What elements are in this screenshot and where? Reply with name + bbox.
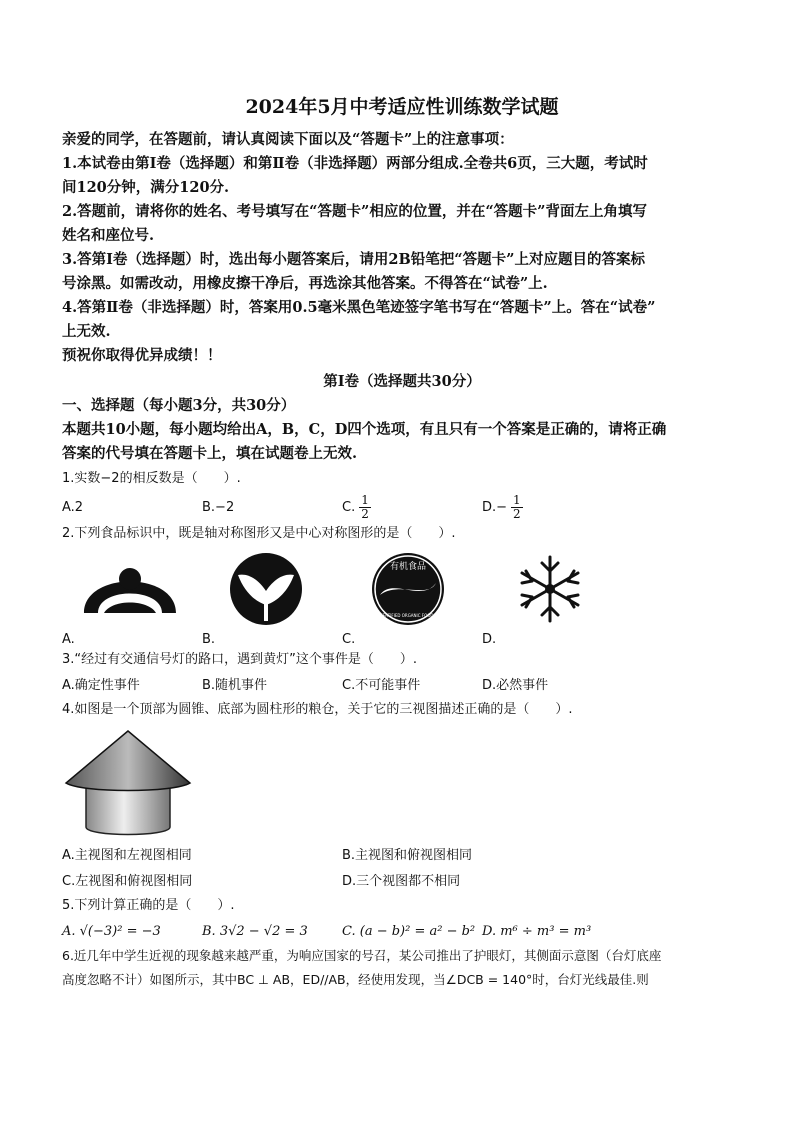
fraction-denominator: 2: [361, 507, 369, 521]
option-c-prefix: C.: [342, 499, 356, 515]
option-c[interactable]: C. (a − b)² = a² − b²: [342, 924, 476, 939]
option-a[interactable]: [62, 551, 202, 647]
option-b[interactable]: B.主视图和俯视图相同: [342, 848, 473, 863]
snowflake-icon: [498, 551, 602, 631]
instruction-line: 姓名和座位号.: [62, 227, 155, 244]
question-4-options-row-1: [62, 845, 742, 867]
part-desc-line: 本题共10小题，每小题均给出A，B，C，D四个选项，有且只有一个答案是正确的，请将正确: [62, 421, 667, 438]
granary-figure: [62, 727, 742, 841]
option-b[interactable]: B.−2: [202, 499, 235, 515]
instruction-line: 号涂黑。如需改动，用橡皮擦干净后，再选涂其他答案。不得答在“试卷”上.: [62, 275, 548, 292]
section-title: 第Ⅰ卷（选择题共30分）: [323, 373, 481, 390]
instructions: [62, 128, 742, 368]
question-5-stem: 5.下列计算正确的是（ ）.: [62, 898, 235, 913]
option-d[interactable]: D. m⁶ ÷ m³ = m³: [482, 924, 592, 939]
logo-c-top-text: 有机食品: [389, 562, 427, 572]
instruction-line: 3.答第Ⅰ卷（选择题）时，选出每小题答案后，请用2B铅笔把“答题卡”上对应题目的答案标: [62, 251, 645, 268]
option-label: A.: [62, 632, 75, 647]
fraction-half: [511, 494, 523, 521]
option-a[interactable]: A.确定性事件: [62, 678, 140, 693]
option-c[interactable]: C.不可能事件: [342, 678, 421, 693]
part-title: 一、选择题（每小题3分，共30分）: [62, 397, 296, 414]
option-b[interactable]: B. 3√2 − √2 = 3: [202, 924, 308, 939]
instruction-line: 间120分钟，满分120分.: [62, 179, 230, 196]
part-desc-line: 答案的代号填在答题卡上，填在试题卷上无效.: [62, 445, 358, 462]
fraction-denominator: 2: [513, 507, 521, 521]
question-1-options: [62, 494, 742, 521]
exam-title: 2024年5月中考适应性训练数学试题: [245, 96, 559, 118]
question-2-stem: 2.下列食品标识中，既是轴对称图形又是中心对称图形的是（ ）.: [62, 526, 456, 541]
option-label: B.: [202, 632, 216, 647]
option-c[interactable]: [342, 551, 482, 647]
question-4-options-row-2: [62, 871, 742, 893]
question-1-stem: 1.实数−2的相反数是（ ）.: [62, 471, 241, 486]
option-c[interactable]: [342, 494, 482, 521]
fraction-half: [359, 494, 371, 521]
granary-icon: [62, 727, 192, 841]
option-b[interactable]: B.随机事件: [202, 678, 268, 693]
option-a[interactable]: A. √(−3)² = −3: [62, 924, 161, 939]
question-2-logos: [62, 551, 742, 647]
option-d[interactable]: [482, 551, 622, 647]
logo-c-icon: [358, 551, 462, 631]
logo-c-bottom-text: CERTIFIED ORGANIC FOODS: [379, 613, 437, 618]
fraction-numerator: 1: [361, 493, 369, 507]
question-3-stem: 3.“经过有交通信号灯的路口，遇到黄灯”这个事件是（ ）.: [62, 652, 418, 667]
question-6-line: 高度忽略不计）如图所示，其中BC ⊥ AB，ED//AB，经使用发现，当∠DCB = 140°时，台灯光线最佳.则: [62, 972, 649, 987]
instruction-line: 预祝你取得优异成绩！！: [62, 347, 222, 364]
option-b[interactable]: [202, 551, 342, 647]
option-label: C.: [342, 632, 356, 647]
fraction-numerator: 1: [513, 493, 521, 507]
option-d[interactable]: D.三个视图都不相同: [342, 874, 461, 889]
option-c[interactable]: C.左视图和俯视图相同: [62, 874, 193, 889]
instruction-line: 2.答题前，请将你的姓名、考号填写在“答题卡”相应的位置，并在“答题卡”背面左上角填写: [62, 203, 647, 220]
question-4-stem: 4.如图是一个顶部为圆锥、底部为圆柱形的粮仓，关于它的三视图描述正确的是（ ）.: [62, 702, 573, 717]
instruction-line: 1.本试卷由第Ⅰ卷（选择题）和第Ⅱ卷（非选择题）两部分组成.全卷共6页，三大题，考试时: [62, 155, 648, 172]
option-d[interactable]: D.必然事件: [482, 678, 549, 693]
option-a[interactable]: A.主视图和左视图相同: [62, 848, 192, 863]
question-5-options: [62, 921, 742, 943]
option-label: D.: [482, 632, 497, 647]
logo-b-icon: [218, 551, 322, 631]
logo-a-icon: [78, 551, 182, 631]
question-3-options: [62, 675, 742, 697]
exam-page: [62, 94, 742, 991]
instruction-line: 上无效.: [62, 323, 111, 340]
option-d[interactable]: [482, 494, 622, 521]
option-d-prefix: D.−: [482, 499, 508, 515]
instruction-line: 亲爱的同学，在答题前，请认真阅读下面以及“答题卡”上的注意事项：: [62, 131, 514, 148]
question-6-line: 6.近几年中学生近视的现象越来越严重，为响应国家的号召，某公司推出了护眼灯，其侧面示意图（台灯底座: [62, 948, 662, 963]
option-a[interactable]: A.2: [62, 499, 84, 515]
instruction-line: 4.答第Ⅱ卷（非选择题）时，答案用0.5毫米黑色笔迹签字笔书写在“答题卡”上。答在“试卷”: [62, 299, 656, 316]
